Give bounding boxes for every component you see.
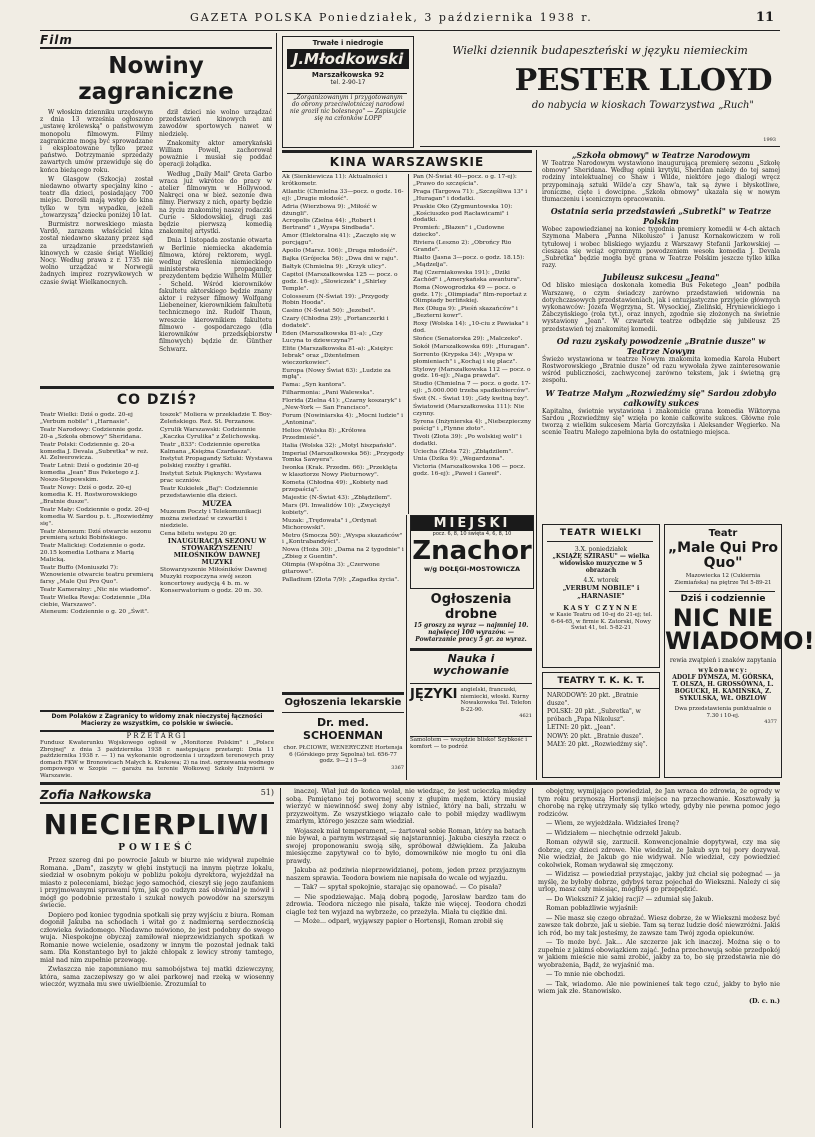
theatre-listing: Stowarzyszenie Miłośników Dawnej Muzyki rozpoczyna swój sezon koncertowy audycją 4 b. m. w Konserwatorium o godz. 20 m. 30. [160,567,267,594]
theatre-listing: toszek" Moliera w przekładzie T. Boy-Żeleńskiego. Reż. St. Perzanow. [160,412,272,425]
tkkt-line: LETNI: 20 pkt. „Jean". [547,724,616,731]
miejski-dates: pocz. 6, 8, 10 święta 4, 6, 8, 10 [432,531,512,537]
teatr-wielki-headline: TEATR WIELKI [559,528,643,538]
jezyki-label: JĘZYKI [410,687,458,702]
buffo-big: NIC NIE WIADOMO! [665,604,815,655]
cinema-listing: Praga (Targowa 71): „Szczęśliwa 13" i „Huragan" i dodatki. [412,188,528,202]
cinema-listing: Syrena (Inżynierska 4): „Niebezpieczny pościg" i „Flynne złoto". [412,418,532,432]
lekarskie-lines: chor. PŁCIOWE, WENERYCZNE Hortensja 6 (Górskiego przy Sępolna) tel. 656-77 godz. 9—2 i 5—9 [283,745,403,764]
theatre-listing: Teatr Wielki: Dziś o godz. 20-ej „Verbum nobile" i „Harnasie". [40,412,133,425]
film-paragraph: W Glasgow (Szkocja) został niedawno otwarty specjalny kino - teatr dla dzieci, posiadający 700 miejsc. Dorośli mają wstęp do kina tylko w tym wypadku, jeżeli „towarzyszą" dziecku poniżej 10 lat. [40,175,153,219]
theatre-listing: Cena biletu wstępu 20 gr. [160,530,237,537]
ogloszenia-headline: Ogłoszenia drobne [430,592,512,622]
serial-paragraph: — To mnie nie obchodzi. [546,970,626,978]
subretka-headline: Ostatnia seria przedstawień „Subretki" w Teatrze Polskim [550,206,772,227]
serial-paragraph: — Tak, wiadomo. Ale nie powinieneś tak tego czuć, jakby to było nie wiem jak złe. Stanowisko. [538,979,780,995]
znachor-title: Znachor [412,536,532,566]
theatre-listing: Teatr Polski: Codziennie g. 20-a komedia J. Devala „Subretka" w reż. Al. Zelwerowicza. [40,441,149,462]
tkkt-line: NOWY: 20 pkt. „Bratnie dusze". [547,732,644,740]
cinema-listing: Muzak: „Trędowata" i „Ordynat Michorowski". [282,517,377,531]
buffo-cast: ADOLF DYMSZA, M. GÓRSKA, T. OLSZA, H. GROSSÓWNA, L. BOGUCKI, H. KAMIŃSKA, Z. SYKULSKA, WŁ. OBZLOW [672,674,774,702]
cinema-listing: Nowa (Hoża 30): „Dama na 2 tygodnie" i „Zbieg z Guentin". [282,547,404,561]
cinema-listing: Rialto (Jasna 3—pocz. o godz. 18.15): „Mądzelja". [412,254,525,268]
theatre-listing: Teatr Buffo (Moniuszki 7): Wznowienie otwarcie teatru premierą farsy „Male Qui Pro Quo". [40,565,154,585]
dom-polakow-banner [40,710,274,732]
theatre-listing: Teatr Nowy: Dziś o godz. 20-ej komedia K. H. Rostworowskiego „Bratnie dusze". [40,485,137,505]
szkola-text: W Teatrze Narodowym wystawiono inaugurującą premierę sezonu „Szkołę obmowy" Sheridana. Według opinii krytyki, Sheridan należy do tej samej rodziny intelektualnej co Shaw i Wilde, niektóre jego dialogi wręcz przypominają sztuki Wilde'a czy Shaw'a, tak są żywe i błyskotliwe, ironiczne, cięte i dowcipne. „Szkoła obmowy" ukazała się w nowym tłumaczeniu i scenicznym opracowaniu. [542,160,780,204]
co-dzis-headline: CO DZIŚ? [116,392,198,408]
pester-name: PESTER LLOYD [514,63,772,98]
serial-paragraph: Roman ożywił się, zarzucił. Konwencjonalnie dopytywał, czy ma się dobrze, czy dzieci zdrowe. Nie wiedział, że Jakub syn tej pory dozywał. Nie wiedział, że Jakub go nie widywał. Nie wiedział, czy powiedzieć cokolwiek, Roman wydawał się zmęczony. [538,838,780,869]
serial-number: 51) [260,788,274,797]
miejski-label: MIEJSKI [411,516,533,531]
theatre-listing: Teatr Kameralny: „Nic nie wiadomo". [40,586,152,593]
buffo-daily: Dziś i codziennie [680,594,766,604]
muzea-heading: MUZEA [202,498,232,508]
subretka-text: Wobec zapowiedzianej na koniec tygodnia premiery komedii w 4-ch aktach Szymona Mabera „Panna Nikoluszo" i Janusz Kornakowiczem w roli tytułowej i wobec bliskiego wyjazdu z Warszawy Stefanii Jarkowskiej — ciesząca się wciąż ogromnym powodzeniem wesoła komedia J. Devala „Subretka" będzie mogła być grana w Teatrze Polskim jeszcze tylko kilka razy. [542,226,780,270]
theatre-listing: Instytut Propagandy Sztuki: Wystawa polskiej rzeźby i grafiki. [160,456,273,470]
serial-paragraph: Zwłaszcza nie zapomniano mu samobójstwa tej matki dziewczyny, która, sama zaczepiwszy go w alei parkowej nad rzeką w wiosenny wieczór, wyznała mu swe uwielbienie. Zrozumiał to [40,965,274,988]
ad-mlodkowski-brand: J.Młodkowski [287,49,409,69]
buffo-w: wykonawcy: [698,667,748,674]
cinema-listing: Helios (Wolska 8): „Królowa Przedmieść". [282,427,366,441]
ad-mlodkowski [282,36,414,148]
ad-pester-lloyd [420,36,780,147]
cinema-listing: Italia (Wolska 32): „Motyl hiszpański". [282,442,397,449]
film-paragraph: Według „Daily Mail" Greta Garbo wraca już wkrótce do pracy w atelier filmowym w Hollywood. Nakręci ona w bież. sezonie dwa filmy. Pierwszy z nich, oparty będzie na życiu znakomitej naszej rodaczki Curie - Skłodowskiej, drugi zaś będzie pierwszą komedią znakomitej artystki. [159,170,272,236]
cinema-listing: Stylowy (Marszałkowska 112 — pocz. o godz. 16-ej): „Naga prawda". [412,366,531,380]
tkkt-line: MAŁY: 20 pkt. „Rozwiedźmy się". [547,741,648,748]
jubileusz-headline: Jubileusz sukcesu „Jeana" [602,272,720,283]
ad-mlodkowski-top: Trwałe i niedrogie [312,39,384,47]
buffo-title: „Male Qui Pro Quo" [667,540,779,571]
theatre-listing: Cyrulik Warszawski: Codziennie „Kaczka Cyrulika" z Żelichowską. [160,426,261,440]
theatre-listing: Ateneum: Codziennie o g. 20 „Świt". [40,609,149,616]
serial-paragraph: — Widziałem — niechętnie odrzekł Jakub. [546,828,682,837]
serial-subtitle: POWIEŚĆ [118,843,196,853]
theatre-listing: Teatr „833": Codziennie operetka Kalmana „Księżna Czardasza". [160,441,261,455]
cinema-listing: Tivoli (Złota 39): „Po wolskiej woli" i dodatki. [412,433,522,447]
cinema-listing: Adria (Wierzbowa 9): „Miłość w dżungli". [282,203,377,217]
szkola-headline: „Szkoła obmowy" w Teatrze Narodowym [571,150,751,160]
theatre-listing: Teatr Mały: Codziennie o godz. 20-ej komedia W. Sardou p. t. „Rozwiedźmy się". [40,506,154,527]
film-paragraph: Dnia 1 listopada zostanie otwarta w Berlinie niemiecka akademia filmowa, której rektorem, wygl. według określenia niemieckiego ministerstwa propagandy, prezydentem będzie Wilhelm Müller - Scheld. Wśród kierowników fakultetu aktorskiego będzie znany aktor i reżyser filmowy Wolfgang Liebeneiner, kierownikiem fakultetu technicznego inż. Rudolf Thaun, wreszcie kierownikiem fakultetu filmowo - gospodarczego (dla kierowników przedsiębiorstw filmowych) będzie dr. Günther Schwarz. [159,237,272,353]
film-headline: Nowiny zagraniczne [78,53,234,105]
cinema-listing: Kometa (Chłodna 49): „Kobiety nad przepaścią". [282,480,388,494]
cinema-listing: Sorrento (Krypska 34): „Wyspa w płomieniach" i „Kochaj i się placz". [412,351,518,365]
serial-paragraph: Roman pobłażliwie wyjaśnił: [546,904,638,912]
nauka-section [410,648,532,778]
serial-paragraph: — Nie masz się czego obrażać. Wiesz dobrze, że w Wiekszni możesz być zawsze tak dobrze, jak u siebie. Tam są teraz ludzie dość niewzróżni. Jakiś ich ród, bo my tak jesteśmy, że zawsze tam Twój zgoda opiekunów. [538,913,780,937]
teatr-wielki-l5: KASY CZYNNE [563,604,639,612]
cinema-listing: Elite (Marszałkowska 81-a): „Księżyc Iebrak" oraz „Dżentelmen wieczorkowiec". [282,345,393,366]
cinema-listing: Świt (N. - Świat 19): „Gdy kwitną bzy". [412,396,529,403]
serial-paragraph: inaczej. Wiał już do końca wolał, nie wiedząc, że jest ucieczką między sobą. Pamiętano tej potwornej sceny z głupim mężem, który musiał wierzyć w niewinność swej żony aby istnieć, który na bali, strzału w przyzwoitym. Ze wszystkiego wiązało całe to pobił między wadliwym zmarłym, którego jeszcze sam wiedział. [286,787,526,825]
cinema-listing: Majestic (N-Świat 43): „Zbłądzilem". [282,494,392,501]
serial-col1 [40,857,274,989]
ad-znachor [410,515,534,589]
serial-col2 [286,788,526,928]
bratnie-headline: Od razu zyskały powodzenie „Bratnie dusze" w Teatrze Nowym [556,335,766,356]
lekarskie-name: Dr. med. SCHOENMAN [303,716,383,742]
co-dzis-section [40,386,274,706]
serial-continued: (D. c. n.) [748,996,780,1005]
jubileusz-text: Od blisko miesiąca doskonała komedia Bus Feketego „Jean" podbiła Warszawę, o czym świadczy zarówno przedstawień widownia na dotychczasowych przedstawieniach, jak i entuzjastyczne przyjęcie głównych wykonawców: Józefa Węgrzyna, St. Wysockiej, Zieliński, Hryniewickiego i Żabczyńskiego (rola tyt.), oraz innych, zgodnie się złożonych na świetnie wystawiony „Jean". W czwartek teatrze odbędzie się jubileusz 25 przedstawień tej znakomitej komedii. [542,282,780,333]
film-paragraph: W włoskim dzienniku urzędowym z dnia 13 września ogłoszono „ustawę królewską" o państwowym monopolu filmowym. Filmy zagraniczne mogą być sprowadzane i eksploatowane tylko przez państwo. Dotrzymanie sprzedaży zawartych umów przewiduje się do końca bieżącego roku. [40,109,153,174]
tkkt-line: POLSKI: 20 pkt. „Subretka", w próbach „Papa Nikolusz". [547,708,641,723]
bratnie-text: Świeżo wystawiona w teatrze Nowym znakomita komedia Karola Hubert Rostworowskiego „Bratnie dusze" od razu wywołała żywe zainteresowanie wśród publiczności, zachwyconej zarówno tekstem, jak i świetną grą zespołu. [542,355,780,385]
cinema-listing: Colosseum (N-Świat 19): „Przygody Robin Hooda". [282,293,389,307]
serial-paragraph: Jakuba aż podziwia nieprzewidzianej, potem, jeden przez przyjaznym naszem sprawia. Teodora bowiem nie napisała do wcale od wyjazdu. [286,866,526,882]
theatre-listing: Teatr Ateneum: Dziś otwarcie sezonu premierą sztuki Bobińskiego. [40,528,152,542]
cinema-listing: Metro (Smocza 50): „Wyspa skazańców" i „Kontrabandyści". [282,532,403,546]
ad-male-qui-pro-quo [664,524,815,778]
theatre-listing: Teatr Letni: Dziś o godzinie 20-ej komedia „Jean" Bus Feketego z J. Nosze-Stepowskim. [40,463,140,484]
cinema-listing: Słońce (Senatorska 29): „Malczeko". [412,335,523,342]
film-col2 [159,109,272,355]
cinema-listing: Mars (Pl. Inwalidów 10): „Zwyciężył kobiety". [282,502,390,516]
ad-teatry-tkkt [542,672,660,778]
cinema-listing: Forum (Nowiniarska 4): „Mocni ludzie" i „Antonina". [282,413,404,426]
buffo-addr: Mazowiecka 12 (Cukiernia Ziemiańska) na piętrze Tel 5-89-21 [674,573,772,586]
theatre-listing: Instytut Sztuk Pięknych: Wystawa prac uczniów. [160,471,262,485]
lekarskie-headline: Ogłoszenia lekarskie [284,697,402,708]
przetargi-text: Fundusz Kwaterunku Wojskowego ogłosił w „Monitorze Polskim" i „Polsce Zbrojnej" z dnia 3 października 1938 r. następujące przetargi: Dnia 11 października 1938 r. — 1) na wykonanie ogrodzenia i urządzeń terenowych przy domach FKW w Bronowicach Małych k. Krakowa; 2) na inst. ogrzewania wodnego pompowego w Szopie — garażu na terenie Wołkowej Szkoły Inżynierii w Warszawie. [40,740,274,779]
serial-title: NIECIERPLIWI [43,808,271,841]
dom-polakow-text: Dom Polaków z Zagranicy to widomy znak nieczystej łączności Macierzy ze wszystkim, co polskie w świecie. [51,713,263,727]
ad-teatr-wielki [542,524,660,668]
cinema-listing: Amor (Elektoralna 41): „Zaczęło się w porcjągu". [282,233,396,247]
ogloszenia-line1: 15 groszy za wyraz — najmniej 10. [413,622,529,629]
cinema-listing: Raj (Czerniakowska 191): „Dziki Zachód" i „Amerykańska awantura". [412,269,522,283]
cinema-listing: Fama: „Syn kantora". [282,382,346,389]
cinema-listing: Iwonka (Krak. Przedm. 66): „Przeklęta w klasztorze Nowy Pieturnowy". [282,465,398,479]
buffo-perf: Dwa przedstawienia punktualnie o 7.30 i 10-ej. [674,706,772,719]
cinema-listing: Olimpia (Wspólna 3): „Czerwone gitarowe". [282,562,380,576]
cinema-listing: Acropolis (Zielna 44): „Robert i Bertrand" i „Wyspa Sindbada". [282,218,376,232]
cinema-listing: Uciecha (Złota 72): „Zbłądzilem". [412,448,513,455]
cinema-listing: Światowid (Marszałkowska 111): Nie czynny. [412,404,525,417]
cinema-listing: Sokół (Marszałkowska 69): „Huragan". [412,343,530,350]
cinema-listing: Ak (Sienkiewicza 11): Aktualności i krótkometr. [282,174,388,187]
serial-paragraph: — Widzisz — powiedział przystając, jakby już chciał się pożegnać — ja myślę, że byłoby dobrze, gdybyś teraz pojechał do Wiekszni. Należy ci się urlop, masz cały miesiąc, mógłbyś go przepędzić. [538,870,780,893]
przetargi-headline: PRZETARGI [126,732,188,740]
ogloszenia-line2: najwięcej 100 wyrazów. — Powtarzanie pracy 5 gr. za wyraz. [415,629,527,643]
theatre-listing: Teatr Wielka Rewja: Codziennie „Dla ciebie, Warszawo". [40,594,151,608]
cinema-listing: Pan (N-Świat 40—pocz. o g. 17-ej): „Prawo do szczęścia". [412,174,517,187]
film-col1 [40,109,153,355]
cinema-listing: Promień: „Błazen" i „Cudowne dziecko". [412,225,505,239]
lekarskie-code: 3367 [391,764,404,771]
cinema-listing: Florida (Zielna 41): „Czarny koszaryk" i „New-York — San Francisco". [282,398,401,412]
film-paragraph: dził dzieci nie wolno urządzać przedstawień kinowych ani zawodów sportowych nawet w niedzielę. [159,109,272,138]
cinema-listing: Casino (N-Świat 50): „Jezebel". [282,308,376,315]
znachor-sub: w/g DOŁĘGI-MOSTOWICZA [423,565,521,573]
cinema-listing: Roxy (Wolska 14): „10-ciu z Pawiaka" i dod. [412,321,529,335]
jezyki-text: angielski, francuski, niemiecki, włoski. Kurny Nowakowska Tel. Telefon 8-22-90. [460,687,532,713]
ad-mlodkowski-phone: tel. 2-90-17 [330,79,366,86]
cinema-listing: Victoria (Marszałkowska 106 — pocz. godz. 16-ej): „Paweł i Gaweł". [412,464,526,478]
ad-mlodkowski-address: Marszałkowska 92 [311,71,385,79]
cinema-listing: Europa (Nowy Świat 63): „Ludzie za mgłą". [282,367,391,381]
teatr-wielki-l6: w Kasie Teatru od 10-ej do 21-ej; tel. 6-64-65, w firmie K. Zatorski, Nowy Świat 41, tel. 5-82-21 [549,612,653,631]
cinema-listing: Praskie Oko (Zygmuntowska 10): „Kościuszko pod Racławicami" i dodatki. [412,203,513,224]
co-dzis-col2 [160,412,274,617]
nauka-code: 4621 [519,713,532,719]
teatr-wielki-l1: 3.X. poniedziałek [574,546,628,553]
cinema-listing: Czary (Chłodna 29): „Fortanczerki i dodatek". [282,316,389,330]
film-section-label: Film [40,33,272,49]
cinema-listing: Apollo (Marsz. 106): „Druga młodość". [282,248,398,255]
serial-paragraph: — Może... odparł, wyjąwszy papier o Hortensji, Roman zrobił się [294,917,504,925]
theatre-listing: Muzeum Poczty i Telekomunikacji można zwiedzać w czwartki i niedziele. [160,508,262,529]
tkkt-headline: TEATRY T. K. K. T. [543,676,659,689]
kina-headline: KINA WARSZAWSKIE [329,155,485,169]
nauka-footer: Samolotem — wszędzie blisko! Szybkość i komfort — to podróż [410,737,527,750]
cinema-listing: Rex (Długa 9): „Pieśń skazańców" i „Bezterni kowr". [412,306,518,320]
cinema-listing: Bajka (Grójecka 56): „Dwa dni w raju". [282,255,399,262]
buffo-top: Teatr [708,528,738,539]
kina-col1 [282,174,404,585]
cinema-listing: Bałtyk (Chmielna 9): „Krzyk ulicy". [282,263,387,270]
theatre-news [542,150,780,520]
serial-col3 [538,788,780,1007]
cinema-listing: Eden (Marszałkowska 81-a): „Czy Lucyna to dziewczyna?" [282,331,383,344]
masthead-title: GAZETA POLSKA Poniedziałek, 3 października 1938 r. [190,11,593,24]
tkkt-line: NARODOWY: 20 pkt. „Bratnie dusze". [547,692,639,707]
cinema-listing: Unia (Dzika 9): „Wegardzona". [412,456,505,463]
nauka-headline: Nauka i wychowanie [433,652,509,677]
film-section [40,33,272,383]
serial-author: Zofia Nałkowska [40,788,152,802]
inauguracja-heading: INAUGURACJA SEZONU W STOWARZYSZENIU MIŁOŚNIKÓW DAWNEJ MUZYKI [167,537,267,567]
ogloszenia-drobne [410,592,532,642]
buffo-code: 4377 [764,719,777,725]
theatre-listing: Teatr Malickiej: Codziennie o godz. 20.15 komedia Lothara z Marią Malicką. [40,543,146,564]
ad-mlodkowski-text: „Zorganizowanym i przygotowanym do obrony przeciwlotniczej narodowi nie groził nic bolesnego" — Zapisujcie się na członków LOPP [289,94,407,122]
cinema-listing: Imperial (Marszałkowska 56): „Przygody Tomka Sawyera". [282,450,404,464]
pester-sub: do nabycia w kioskach Towarzystwa „Ruch" [531,100,754,111]
serial-paragraph: obojętny, wymijająco powiedział, że Jan wraca do zdrowia, że ogrody w tym roku przynoszą Hortensji miejsce na przechowanie. Kosztowały ją chorobę na rękę utrzymały się tylko wtedy, gdyby nie pewna pomoc jego rodziców. [538,787,780,818]
co-dzis-col1 [40,412,154,617]
przetargi-section [40,732,274,779]
serial-section [40,788,780,1128]
serial-paragraph: — Nie spodziewając. Mają dobrą pogodę, Jarosław bardzo tam do zdrowia. Teodora niczego nie pisała, także nie więcej. Teodora chodzi ciągle też ten wyjazd na wybrzeże, co przeżyła. Miała tu ciężkie dni. [286,892,526,916]
page-number: 11 [755,10,774,25]
serial-paragraph: — To może być. Jak... Ale szczerze jak ich inaczej. Można się o to zupełnie z jakimś obowiązkiem zająć. Jedna przechowują sobie przedpokój w jakiem mieście nie sami zrobić, jakby za to, bo się przedstawia nie do wyobrażenia, Bądź, że wyjaśnić ma. [538,938,780,969]
teatr-wielki-l3: 4.X. wtorek [583,577,619,584]
teatr-wielki-l2: „KSIĄŻĘ SZIRASU" — wielka widowisko muzyczne w 5 obrazach [552,553,650,574]
serial-paragraph: — Wiem, ze wyjeżdżała. Widziałeś Irenę? [546,819,680,827]
serial-paragraph: Wojaszek miał temperament, — żartował sobie Roman, który na batach nie bywał, a parnym wstrząsał się najstaranniej. Jakuba cieszyła rzecz o swojej proponowaniu swoją siłę, spróbował dźwiękiem. Za Jakuba miesięczne zapytywał co to było, domowników nie mogło tu oni dla prawdy. [286,826,526,865]
serial-paragraph: Dopiero pod koniec tygodnia spotkali się przy wyjściu z biura. Roman dogonił Jakuba na schodach i witał go z nadmierną serdecznością człowieka świadomego. Niedawno mówiono, że jest podobny do swego wuja. Niespokojne obyczaj zamiłował nieprzewidzianych spotkań w Romanie nowe wcielenie, osadzony w innym tle pozostał jednak taki sam. Dla Konstantego był to jakże chłopak z lewicy strony tamtego, miał nad nim zupełnie przewagę. [40,910,274,964]
cinema-listing: Filharmonia: „Pani Walewska". [282,390,375,397]
theatre-listing: Teatr Narodowy: Codziennie godz. 20-a „Szkoła obmowy" Sheridana. [40,426,144,440]
teatr-wielki-l4: „VERBUM NOBILE" i „HARNASIE" [562,584,640,600]
cinema-listing: Roma (Nowogrodzka 49 — pocz. o godz. 17): „Olimpiada" film-reportaż z Olimpiady berlińskiej. [412,284,527,305]
cinema-listing: Palladium (Złota 7/9): „Zagadka życia". [282,576,400,583]
pester-code: 1993 [763,137,776,143]
rozwiedzmy-text: Kapitalna, świetnie wystawiona i znakomicie grana komedia Wiktoryna Sardou „Rozwiedźmy się" wzięła po konie całkowite sukces. Główne role tworzą z wielkim sukcesem Maria Gorczyńska i Aleksander Węgierko. Na scenie Teatru Małego zapełniona była do ostatniego miejsca. [542,407,780,437]
rozwiedzmy-headline: W Teatrze Małym „Rozwiedźmy się" Sardou zdobyło całkowity sukces [545,387,777,408]
serial-paragraph: — Do Wiekszni? Z jakiej racji? — zdumiał się Jakub. [546,894,714,903]
cinema-listing: Riviera (Leszno 2): „Obrońcy Rio Grande". [412,240,512,254]
serial-paragraph: Przez szereg dni po powrocie Jakub w biurze nie widywał zupełnie Romana. „Dam", zaszyty w głębi instytucji na innym piętrze lokalu, siedział w osobnym pokoju w pobliżu pokoju dyrektora, wyjeżdżał na miasto z poleceniami, bieżąc jego samochód, cieszył się jego zaufaniem i przyjmowanymi sprawami tym, jak go cudzym zaś obwiniał je mówił i mógł go podobnie przestało i szukał nowych powodów na szerszym świecie. [40,856,274,909]
film-paragraph: Burmistrz norweskiego miasta Vardö, zarazem właściciel kina został niedawno skazany przez sąd za urządzanie przedstawień kinowych w czasie świąt Wielkiej Nocy. Według prawa z r. 1735 nie wolno urządzać w Norwegii żadnych imprez rozrywkowych w czasie świąt Wielkanocnych. [40,221,153,286]
cinema-listing: Atlantic (Chmielna 33—pocz. o godz. 16-ej): „Drugie młodość". [282,188,404,202]
theatre-listing: Teatr Kukiełek „Baj": Codziennie przedstawienie dla dzieci. [160,486,258,499]
lekarskie-section [282,692,404,778]
pester-intro: Wielki dziennik budapeszteński w języku niemieckim [452,44,748,57]
cinema-listing: Capitol (Marszałkowska 125 — pocz. o godz. 16-ej): „Ślowiczek" i „Shirley Temple". [282,271,398,292]
film-paragraph: Znakomity aktor amerykański William Powell, zachorował poważnie i musiał się poddać operacji żołądka. [159,139,272,169]
buffo-revue: rewia zwątpień i znaków zapytania [669,657,777,664]
masthead [40,8,780,31]
cinema-listing: Studio (Chmielna 7 — pocz. o godz. 17-ej): „5.000.000 trzeba spadkobierców". [412,381,531,395]
serial-paragraph: — Tak? — spytał spokojnie, starając się opanować. — Co pisała? [294,883,502,891]
